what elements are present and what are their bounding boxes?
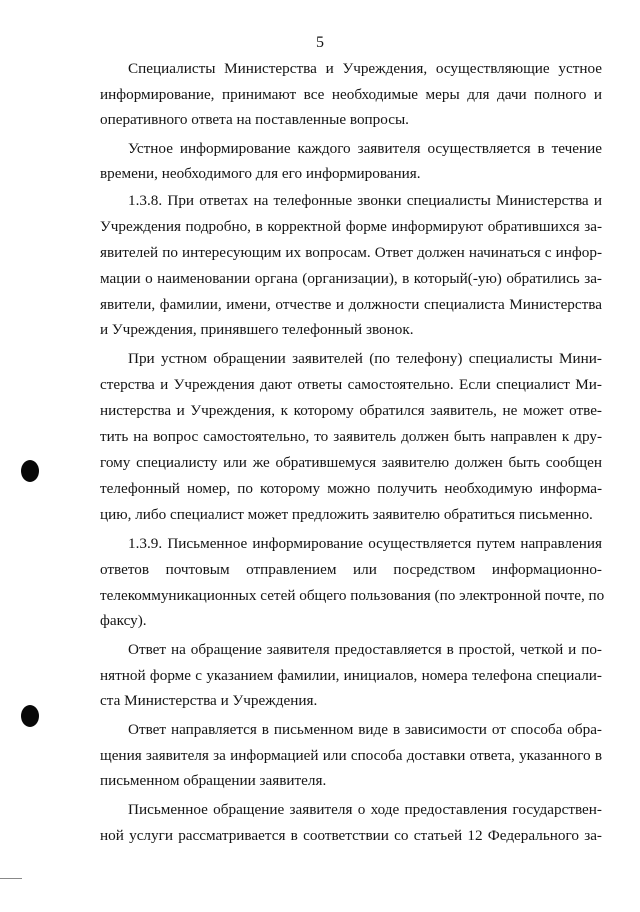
paragraph-5-line-1: 1.3.9. Письменное информирование осуществляется путем направления — [128, 535, 602, 552]
paragraph-4-line-1: При устном обращении заявителей (по телефону) специалисты Мини- — [128, 350, 602, 367]
paragraph-5-line-3: телекоммуникационных сетей общего пользования (по электронной почте, по — [100, 587, 605, 604]
paragraph-1-line-1: Специалисты Министерства и Учреждения, осуществляющие устное — [128, 60, 602, 77]
paragraph-7-line-3: письменном обращении заявителя. — [100, 772, 327, 789]
paragraph-1-line-2: информирование, принимают все необходимые меры для дачи полного и — [100, 86, 602, 103]
paragraph-4-line-6: телефонный номер, по которому можно получить необходимую информа- — [100, 480, 602, 497]
paragraph-3-line-5: явители, фамилии, имени, отчестве и должности специалиста Министерства — [100, 296, 602, 313]
paragraph-4-line-2: стерства и Учреждения дают ответы самостоятельно. Если специалист Ми- — [100, 376, 602, 393]
scan-edge-mark — [0, 878, 22, 879]
paragraph-3-line-1: 1.3.8. При ответах на телефонные звонки специалисты Министерства и — [128, 192, 602, 209]
paragraph-7-line-2: щения заявителя за информацией или способа доставки ответа, указанного в — [100, 747, 602, 764]
paragraph-5-line-2: ответов почтовым отправлением или посредством информационно- — [100, 561, 602, 578]
paragraph-8-line-2: ной услуги рассматривается в соответствии со статьей 12 Федерального за- — [100, 827, 602, 844]
page-number: 5 — [316, 34, 324, 51]
paragraph-4-line-4: тить на вопрос самостоятельно, то заявитель должен быть направлен к дру- — [100, 428, 602, 445]
paragraph-3-line-4: мации о наименовании органа (организации), в который(-ую) обратились за- — [100, 270, 602, 287]
paragraph-3-line-3: явителей по интересующим их вопросам. Ответ должен начинаться с инфор- — [100, 244, 602, 261]
paragraph-3-line-6: и Учреждения, принявшего телефонный звонок. — [100, 321, 414, 338]
paragraph-8-line-1: Письменное обращение заявителя о ходе предоставления государствен- — [128, 801, 602, 818]
punch-hole — [21, 460, 39, 482]
paragraph-3-line-2: Учреждения подробно, в корректной форме информируют обратившихся за- — [100, 218, 602, 235]
paragraph-6-line-1: Ответ на обращение заявителя предоставляется в простой, четкой и по- — [128, 641, 602, 658]
paragraph-5-line-4: факсу). — [100, 612, 147, 629]
paragraph-7-line-1: Ответ направляется в письменном виде в зависимости от способа обра- — [128, 721, 602, 738]
paragraph-6-line-3: ста Министерства и Учреждения. — [100, 692, 318, 709]
paragraph-2-line-2: времени, необходимого для его информирования. — [100, 165, 421, 182]
paragraph-4-line-7: цию, либо специалист может предложить заявителю обратиться письменно. — [100, 506, 593, 523]
paragraph-2-line-1: Устное информирование каждого заявителя осуществляется в течение — [128, 140, 602, 157]
paragraph-4-line-5: гому специалисту или же обратившемуся заявителю должен быть сообщен — [100, 454, 602, 471]
paragraph-6-line-2: нятной форме с указанием фамилии, инициалов, номера телефона специали- — [100, 667, 602, 684]
punch-hole — [21, 705, 39, 727]
paragraph-4-line-3: нистерства и Учреждения, к которому обратился заявитель, не может отве- — [100, 402, 602, 419]
paragraph-1-line-3: оперативного ответа на поставленные вопросы. — [100, 111, 409, 128]
